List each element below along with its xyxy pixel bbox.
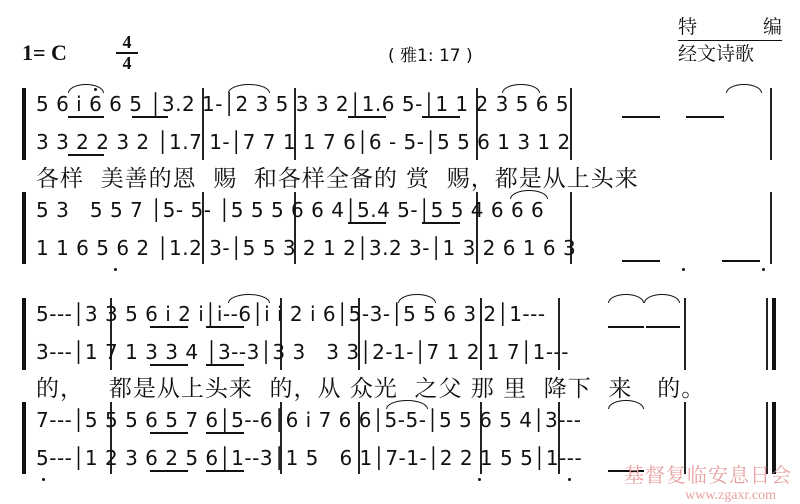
notes-soprano: 5 6 i 6 6 5 │3.2 1-│2 3 5 3 3 2│1.6 5-│1 1 2 3 5 6 5 (36, 92, 570, 116)
time-signature (116, 34, 138, 72)
notes-bass: 5---│1 2 3 6 2 5 6│1--3│1 5 6 1│7-1-│2 2 1 5 5│1--- (36, 446, 583, 470)
underline-beam (68, 116, 104, 118)
octave-dot (568, 478, 571, 481)
final-barline (772, 298, 776, 370)
octave-dot (114, 268, 117, 271)
credit-char-1: 特 (678, 16, 698, 38)
arranger-credit (678, 14, 782, 67)
underline-beam (206, 326, 244, 328)
underline-beam (206, 364, 244, 366)
system-bracket (22, 402, 26, 474)
scripture-reference: ( 雅1: 17 ) (388, 46, 473, 66)
underline-beam (646, 326, 680, 328)
key-signature: 1= C (22, 40, 67, 65)
system-bracket (22, 192, 26, 264)
slur-mark (726, 84, 762, 93)
watermark-text: 基督复临安息日会 (624, 463, 792, 487)
notes-soprano: 5---│3 3 5 6 i 2 i│i--6│i i 2 i 6│5-3-│5 5 6 3 2│1--- (36, 302, 546, 326)
barline (766, 298, 768, 370)
underline-beam (150, 364, 188, 366)
slur-mark (398, 294, 436, 303)
underline-beam (422, 116, 460, 118)
notes-alto: 3 3 2 2 3 2 │1.7 1-│7 7 1 1 7 6│6 - 5-│5 5 6 1 3 1 2 (36, 130, 571, 154)
notes-alto: 3---│1 7 1 3 3 4 │3--3│3 3 3 3│2-1-│7 1 2 1 7│1--- (36, 340, 569, 364)
underline-beam (722, 260, 760, 262)
barline (770, 192, 772, 264)
credit-line-2: 经文诗歌 (678, 43, 755, 65)
slur-mark (228, 294, 270, 303)
underline-beam (348, 222, 386, 224)
notes-tenor: 7---│5 5 5 6 5 7 6│5--6│6 i 7 6 6│5-5-│5 5 6 5 4│3--- (36, 408, 582, 432)
underline-beam (608, 326, 644, 328)
underline-beam (206, 432, 244, 434)
underline-beam (132, 116, 168, 118)
credit-line-1 (678, 14, 782, 41)
octave-dot (762, 268, 765, 271)
octave-dot (94, 88, 97, 91)
system-bracket (22, 88, 26, 160)
watermark-url: www.zgaxr.com (685, 488, 776, 503)
underline-beam (622, 116, 660, 118)
underline-beam (150, 432, 188, 434)
meter-top: 4 (122, 32, 132, 52)
slur-mark (68, 84, 104, 93)
octave-dot (42, 478, 45, 481)
underline-beam (150, 470, 188, 472)
underline-beam (422, 222, 460, 224)
underline-beam (68, 154, 104, 156)
underline-beam (348, 116, 386, 118)
barline (684, 298, 686, 370)
credit-char-2: 编 (762, 16, 782, 38)
notes-bass: 1 1 6 5 6 2 │1.2 3-│5 5 3 2 1 2│3.2 3-│1 3 2 6 1 6 3 (36, 236, 577, 260)
notes-tenor: 5 3 5 5 7 │5- 5- │5 5 5 6 6 4│5.4 5-│5 5 4 6 6 6 (36, 198, 545, 222)
slur-mark (608, 294, 644, 303)
slur-mark (644, 294, 680, 303)
underline-beam (686, 116, 724, 118)
octave-dot (682, 268, 685, 271)
lyrics-line: 的， 都是从上头来 的，从 众光 之父 那 里 降下 来 的。 (36, 376, 706, 402)
meter-bottom: 4 (122, 53, 132, 73)
slur-mark (502, 84, 540, 93)
underline-beam (150, 326, 188, 328)
slur-mark (228, 84, 270, 93)
underline-beam (622, 260, 660, 262)
barline (770, 88, 772, 160)
system-1 (22, 86, 782, 294)
octave-dot (478, 478, 481, 481)
system-bracket (22, 298, 26, 370)
lyrics-line: 各样 美善的恩 赐 和各样全备的 赏 赐，都是从上头来 (36, 166, 639, 192)
underline-beam (206, 470, 244, 472)
